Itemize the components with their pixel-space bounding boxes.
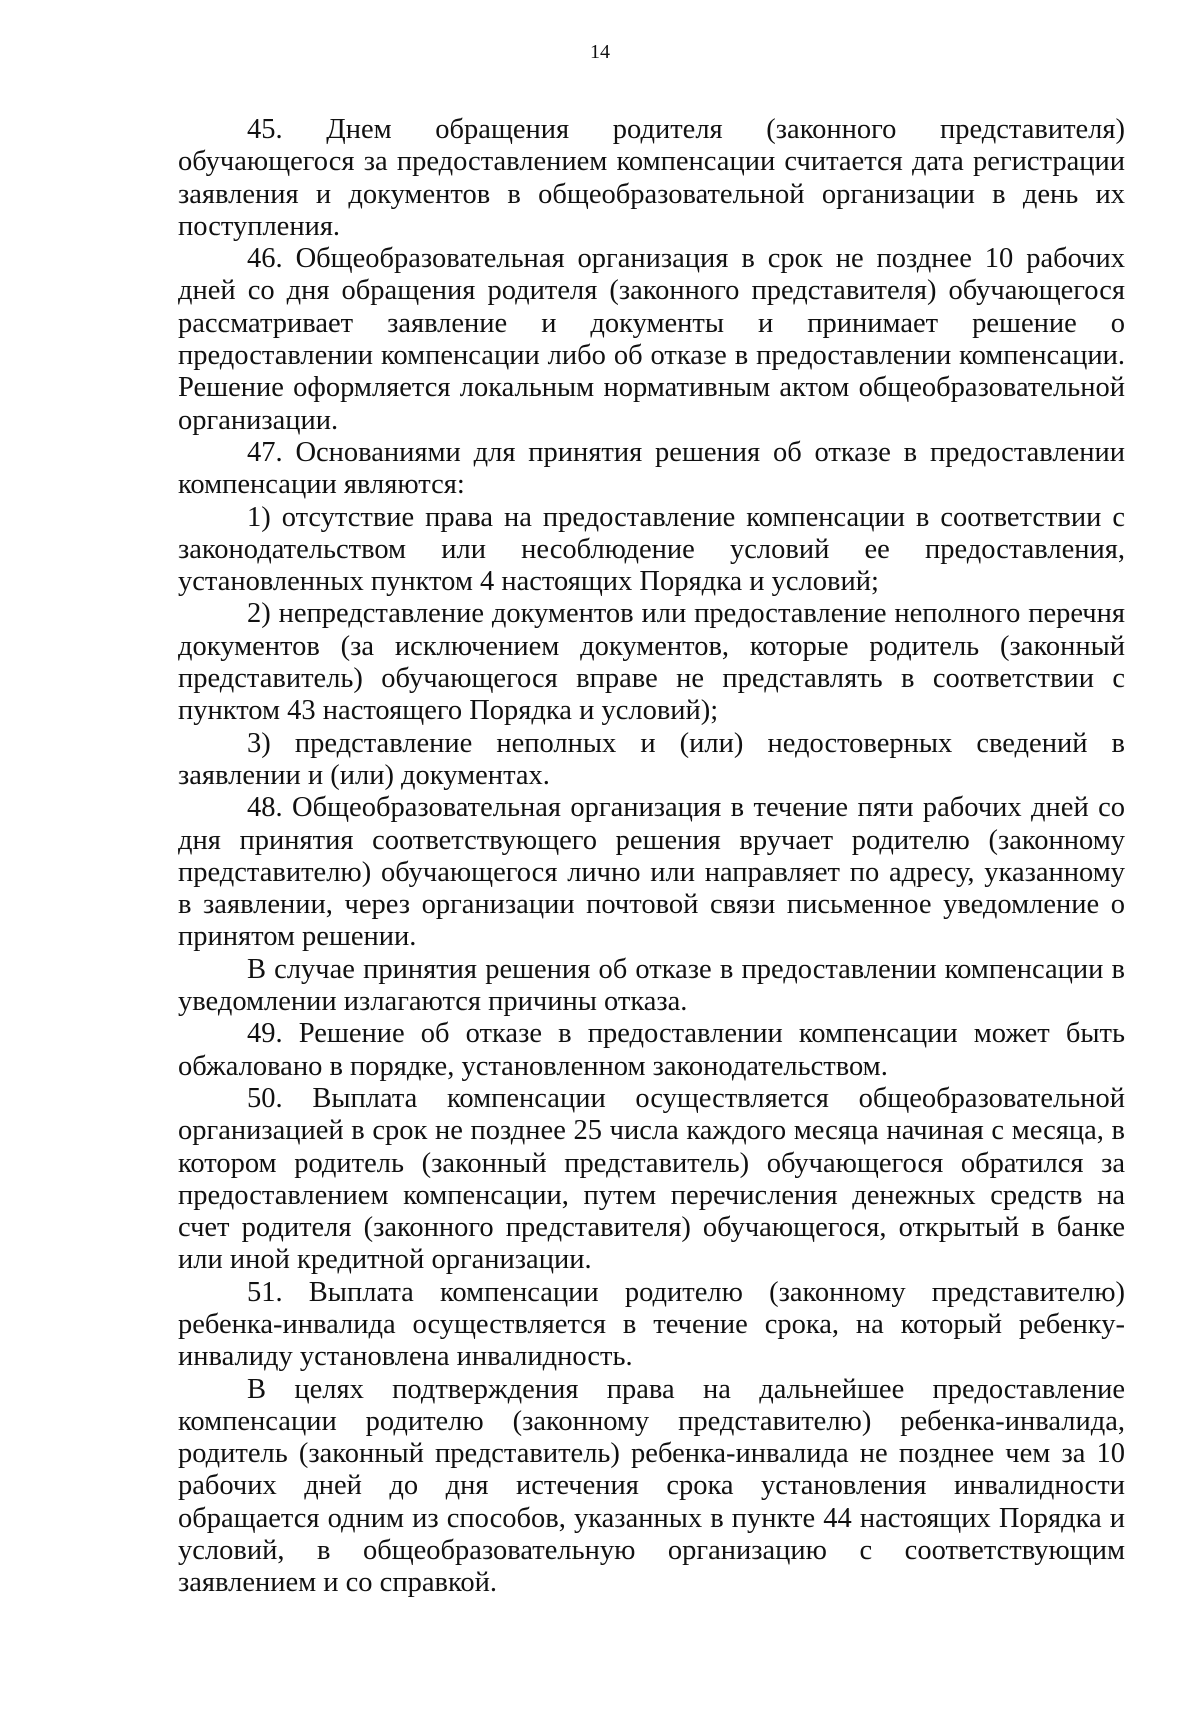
paragraph-46: 46. Общеобразовательная организация в срок не позднее 10 рабочих дней со дня обращения родителя (законного представителя) обучающегося рассматривает заявление и документы и принимает решение о предоставлении компенсации либо об отказе в предоставлении компенсации. Решение оформляется локальным нормативным актом общеобразовательной организации.	[178, 243, 1125, 436]
paragraph-47-item-2: 2) непредставление документов или предоставление неполного перечня документов (за исключением документов, которые родитель (законный представитель) обучающегося вправе не представлять в соответствии с пунктом 43 настоящего Порядка и условий);	[178, 598, 1125, 727]
paragraph-51-continuation: В целях подтверждения права на дальнейшее предоставление компенсации родителю (законному представителю) ребенка-инвалида, родитель (законный представитель) ребенка-инвалида не позднее чем за 10 рабочих дней до дня истечения срока установления инвалидности обращается одним из способов, указанных в пункте 44 настоящих Порядка и условий, в общеобразовательную организацию с соответствующим заявлением и со справкой.	[178, 1373, 1125, 1599]
paragraph-47-item-1: 1) отсутствие права на предоставление компенсации в соответствии с законодательством или несоблюдение условий ее предоставления, установленных пунктом 4 настоящих Порядка и условий;	[178, 501, 1125, 598]
paragraph-51: 51. Выплата компенсации родителю (законному представителю) ребенка-инвалида осуществляется в течение срока, на который ребенку-инвалиду установлена инвалидность.	[178, 1276, 1125, 1373]
paragraph-48-continuation: В случае принятия решения об отказе в предоставлении компенсации в уведомлении излагаются причины отказа.	[178, 953, 1125, 1018]
paragraph-45: 45. Днем обращения родителя (законного представителя) обучающегося за предоставлением компенсации считается дата регистрации заявления и документов в общеобразовательной организации в день их поступления.	[178, 114, 1125, 242]
page-number: 14	[590, 41, 610, 63]
paragraph-50: 50. Выплата компенсации осуществляется общеобразовательной организацией в срок не позднее 25 числа каждого месяца начиная с месяца, в котором родитель (законный представитель) обучающегося обратился за предоставлением компенсации, путем перечисления денежных средств на счет родителя (законного представителя) обучающегося, открытый в банке или иной кредитной организации.	[178, 1082, 1125, 1276]
paragraph-47-item-3: 3) представление неполных и (или) недостоверных сведений в заявлении и (или) документах.	[178, 727, 1125, 791]
paragraph-49: 49. Решение об отказе в предоставлении компенсации может быть обжаловано в порядке, установленном законодательством.	[178, 1018, 1125, 1082]
paragraph-48: 48. Общеобразовательная организация в течение пяти рабочих дней со дня принятия соответствующего решения вручает родителю (законному представителю) обучающегося лично или направляет по адресу, указанному в заявлении, через организации почтовой связи письменное уведомление о принятом решении.	[178, 792, 1125, 953]
document-body	[178, 114, 1125, 1600]
paragraph-47: 47. Основаниями для принятия решения об отказе в предоставлении компенсации являются:	[178, 436, 1125, 501]
